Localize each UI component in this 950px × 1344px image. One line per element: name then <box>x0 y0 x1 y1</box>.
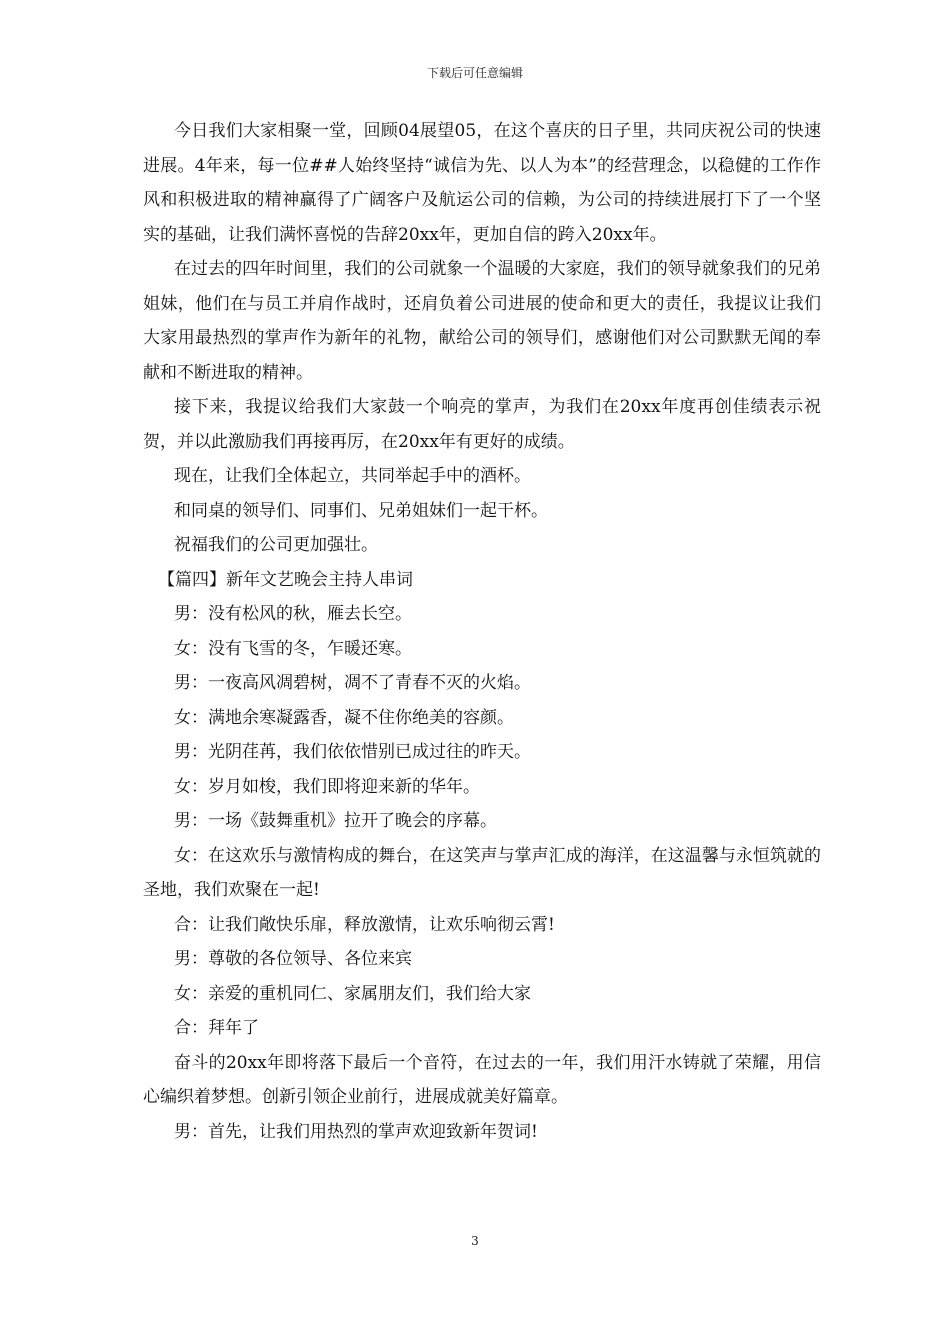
section-heading: 【篇四】新年文艺晚会主持人串词 <box>158 569 413 590</box>
paragraph: 在过去的四年时间里，我们的公司就象一个温暖的大家庭，我们的领导就象我们的兄弟姐妹，他们在与员工并肩作战时，还肩负着公司进展的使命和更大的责任，我提议让我们大家用最热烈的掌声作为新年的礼物，献给公司的领导们，感谢他们对公司默默无闻的奉献和不断进取的精神。 <box>143 259 821 383</box>
dialogue-line: 男：首先，让我们用热烈的掌声欢迎致新年贺词! <box>174 1121 538 1142</box>
paragraph: 和同桌的领导们、同事们、兄弟姐妹们一起干杯。 <box>174 500 548 521</box>
document-body <box>143 114 821 1149</box>
paragraph: 奋斗的20xx年即将落下最后一个音符，在过去的一年，我们用汗水铸就了荣耀，用信心编织着梦想。创新引领企业前行，进展成就美好篇章。 <box>143 1052 821 1107</box>
dialogue-line: 女：岁月如梭，我们即将迎来新的华年。 <box>174 776 480 797</box>
paragraph: 现在，让我们全体起立，共同举起手中的酒杯。 <box>174 466 531 486</box>
dialogue-line: 男：光阴荏苒，我们依依惜别已成过往的昨天。 <box>174 742 531 762</box>
paragraph: 今日我们大家相聚一堂，回顾04展望05，在这个喜庆的日子里，共同庆祝公司的快速进展。4年来，每一位##人始终坚持“诚信为先、以人为本”的经营理念，以稳健的工作作风和积极进取的精神赢得了广阔客户及航运公司的信赖，为公司的持续进展打下了一个坚实的基础，让我们满怀喜悦的告辞20xx年，更加自信的跨入20xx年。 <box>143 121 821 245</box>
paragraph: 接下来，我提议给我们大家鼓一个响亮的掌声，为我们在20xx年度再创佳绩表示祝贺，并以此激励我们再接再厉，在20xx年有更好的成绩。 <box>143 397 821 452</box>
dialogue-line: 合：让我们敞快乐扉，释放激情，让欢乐响彻云霄! <box>174 914 555 935</box>
dialogue-line: 合：拜年了 <box>174 1018 259 1038</box>
page-number: 3 <box>471 1234 479 1248</box>
dialogue-line: 女：亲爱的重机同仁、家属朋友们，我们给大家 <box>174 983 531 1004</box>
dialogue-line: 女：在这欢乐与激情构成的舞台，在这笑声与掌声汇成的海洋，在这温馨与永恒筑就的圣地，我们欢聚在一起! <box>143 845 821 900</box>
dialogue-line: 男：尊敬的各位领导、各位来宾 <box>174 949 412 969</box>
dialogue-line: 女：满地余寒凝露香，凝不住你绝美的容颜。 <box>174 707 514 728</box>
dialogue-line: 女：没有飞雪的冬，乍暖还寒。 <box>174 638 412 659</box>
page-header: 下载后可任意编辑 <box>426 66 523 80</box>
paragraph: 祝福我们的公司更加强壮。 <box>174 535 378 555</box>
dialogue-line: 男：没有松风的秋，雁去长空。 <box>174 604 412 624</box>
dialogue-line: 男：一场《鼓舞重机》拉开了晚会的序幕。 <box>174 811 497 831</box>
dialogue-line: 男：一夜高风凋碧树，凋不了青春不灭的火焰。 <box>174 673 531 693</box>
